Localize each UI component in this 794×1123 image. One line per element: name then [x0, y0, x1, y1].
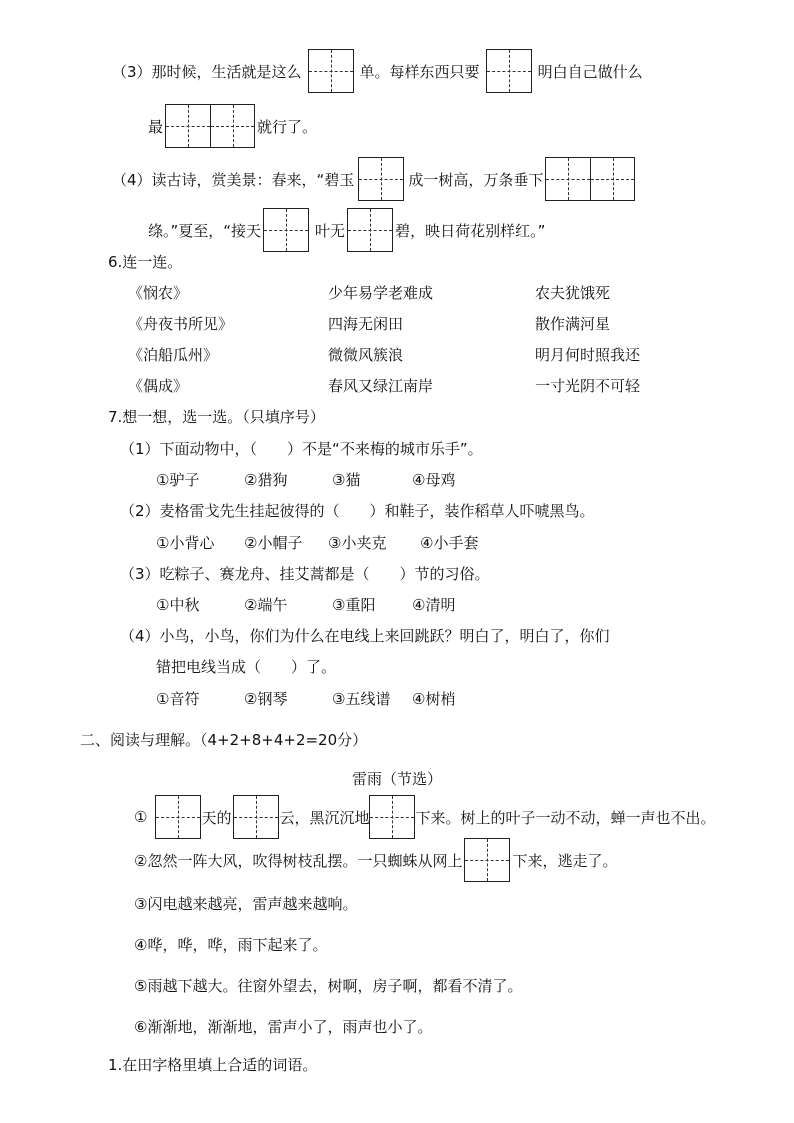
q6-col2-item: 少年易学老难成 — [328, 284, 434, 302]
q6-col2-item: 四海无闲田 — [328, 315, 404, 333]
q7-3-question: （3）吃粽子、赛龙舟、挂艾蒿都是（ ）节的习俗。 — [120, 565, 490, 583]
q6-col1-item: 《舟夜书所见》 — [128, 315, 234, 333]
tianzige-box[interactable] — [347, 208, 393, 252]
q6-heading: 6.连一连。 — [108, 253, 183, 271]
section2-heading: 二、阅读与理解。（4+2+8+4+2=20分） — [80, 731, 368, 749]
q5-3-text-3: 明白自己做什么 — [537, 62, 643, 81]
q5-4-text-1: （4）读古诗，赏美景：春来，“碧玉 — [112, 170, 355, 189]
passage-para-4: ④哗，哗，哗，雨下起来了。 — [134, 936, 328, 954]
option: ①音符 — [156, 690, 200, 708]
tianzige-box[interactable] — [486, 49, 532, 93]
q5-3-line2 — [148, 104, 317, 148]
option: ①中秋 — [156, 596, 200, 614]
tianzige-box[interactable] — [263, 208, 309, 252]
option: ④母鸡 — [412, 471, 456, 489]
q6-col3-item: 农夫犹饿死 — [535, 284, 611, 302]
q5-3-text-2: 单。每样东西只要 — [359, 62, 480, 81]
q5-3-line1 — [112, 49, 643, 93]
question-1-instruction: 1.在田字格里填上合适的词语。 — [108, 1056, 318, 1074]
option: ②猎狗 — [244, 471, 288, 489]
q5-4-text-2: 成一树高，万条垂下 — [408, 170, 544, 189]
q6-col1-item: 《悯农》 — [128, 284, 189, 302]
passage-para-2 — [134, 838, 617, 882]
passage-para-5: ⑤雨越下越大。往窗外望去，树啊，房子啊，都看不清了。 — [134, 977, 523, 995]
para1-text-a: ① — [134, 808, 148, 826]
q6-col1-item: 《泊船瓜州》 — [128, 346, 219, 364]
option: ①驴子 — [156, 471, 200, 489]
tianzige-box-double[interactable] — [165, 104, 255, 148]
q7-4-options — [156, 688, 455, 709]
option: ①小背心 — [156, 534, 215, 552]
q7-1-options — [156, 469, 455, 490]
q5-3-text-4: 最 — [148, 117, 164, 136]
q5-4-line2 — [148, 208, 545, 252]
q6-col3-item: 明月何时照我还 — [535, 346, 641, 364]
passage-para-3: ③闪电越来越亮，雷声越来越响。 — [134, 895, 358, 913]
q7-2-options — [156, 532, 478, 553]
tianzige-box[interactable] — [308, 49, 354, 93]
option: ③小夹克 — [328, 534, 387, 552]
option: ③重阳 — [332, 596, 376, 614]
q7-4-question: （4）小鸟，小鸟，你们为什么在电线上来回跳跃？明白了，明白了，你们 — [120, 627, 610, 645]
q7-2-question: （2）麦格雷戈先生挂起彼得的（ ）和鞋子，装作稻草人吓唬黑鸟。 — [120, 502, 595, 520]
q5-3-text-5: 就行了。 — [257, 117, 318, 136]
passage-para-6: ⑥渐渐地，渐渐地，雷声小了，雨声也小了。 — [134, 1018, 433, 1036]
option: ②小帽子 — [244, 534, 303, 552]
q5-4-text-5: 碧，映日荷花别样红。” — [395, 221, 546, 240]
q5-4-text-3: 绦。”夏至，“接天 — [148, 221, 262, 240]
option: ③猫 — [332, 471, 361, 489]
q7-4-question-cont: 错把电线当成（ ）了。 — [156, 658, 337, 676]
para1-text-b: 天的 — [201, 808, 232, 827]
q6-col2-item: 春风又绿江南岸 — [328, 377, 434, 395]
q6-col3-item: 散作满河星 — [535, 315, 611, 333]
tianzige-box-double[interactable] — [545, 157, 635, 201]
passage-title: 雷雨（节选） — [351, 770, 442, 788]
passage-para-1 — [134, 795, 716, 839]
q5-4-line1 — [112, 157, 635, 201]
option: ②钢琴 — [244, 690, 288, 708]
q6-col3-item: 一寸光阴不可轻 — [535, 377, 641, 395]
option: ②端午 — [244, 596, 288, 614]
tianzige-box[interactable] — [155, 795, 201, 839]
q5-3-text-1: （3）那时候，生活就是这么 — [112, 62, 302, 81]
q5-4-text-4: 叶无 — [315, 221, 346, 240]
option: ③五线谱 — [332, 690, 391, 708]
option: ④树梢 — [412, 690, 456, 708]
option: ④小手套 — [420, 534, 479, 552]
q6-col1-item: 《偶成》 — [128, 377, 189, 395]
option: ④清明 — [412, 596, 456, 614]
tianzige-box[interactable] — [358, 157, 404, 201]
q7-3-options — [156, 594, 455, 615]
q7-heading: 7.想一想，选一选。（只填序号） — [108, 408, 325, 426]
para2-text-a: ②忽然一阵大风，吹得树枝乱摆。一只蜘蛛从网上 — [134, 851, 463, 870]
para2-text-b: 下来，逃走了。 — [512, 851, 618, 870]
tianzige-box[interactable] — [464, 838, 510, 882]
para1-text-d: 下来。树上的叶子一动不动，蝉一声也不出。 — [415, 808, 716, 827]
tianzige-box[interactable] — [369, 795, 415, 839]
para1-text-c: 云，黑沉沉地 — [279, 808, 370, 827]
tianzige-box[interactable] — [233, 795, 279, 839]
q6-col2-item: 微微风簇浪 — [328, 346, 404, 364]
q7-1-question: （1）下面动物中，（ ）不是“不来梅的城市乐手”。 — [120, 440, 483, 458]
